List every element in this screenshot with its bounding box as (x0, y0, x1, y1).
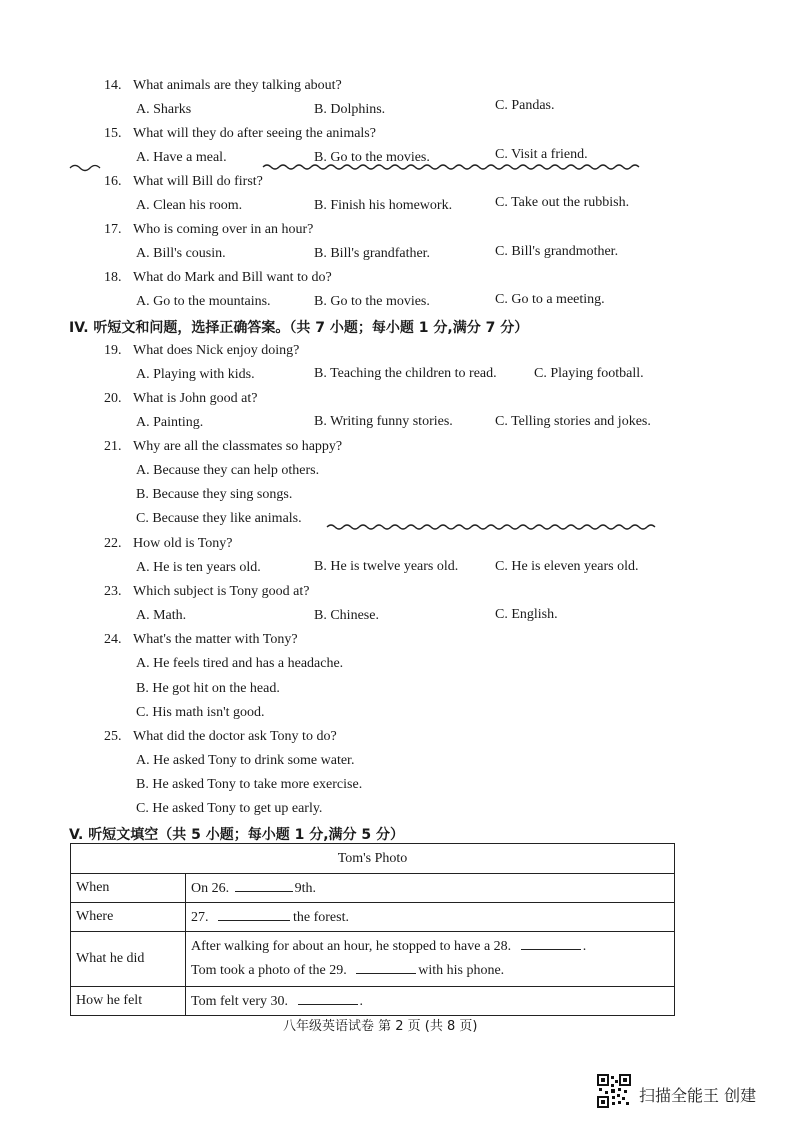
q24-option-c: C. His math isn't good. (136, 705, 265, 720)
when-pre: On 26. (191, 881, 230, 896)
blank-28[interactable] (521, 937, 581, 950)
q15-number: 15. (104, 126, 122, 141)
q22-option-c: C. He is eleven years old. (495, 559, 639, 574)
when-label: When (71, 874, 186, 903)
q16-text: What will Bill do first? (133, 174, 263, 189)
q23-option-b: B. Chinese. (314, 608, 379, 623)
q23-number: 23. (104, 584, 122, 599)
blank-30[interactable] (298, 992, 358, 1005)
q17-option-b: B. Bill's grandfather. (314, 246, 431, 261)
q25-option-b: B. He asked Tony to take more exercise. (136, 777, 363, 792)
q21-text: Why are all the classmates so happy? (133, 439, 343, 454)
when-post: 9th. (294, 881, 317, 896)
qr-code-icon (597, 1074, 631, 1108)
q23-option-c: C. English. (495, 607, 558, 622)
page-footer: 八年级英语试卷 第 2 页 (共 8 页) (283, 1019, 478, 1034)
q14-number: 14. (104, 78, 122, 93)
q15-option-b: B. Go to the movies. (314, 150, 430, 165)
q20-text: What is John good at? (133, 391, 258, 406)
q23-text: Which subject is Tony good at? (133, 584, 310, 599)
did-line2-pre: Tom took a photo of the 29. (191, 963, 347, 978)
q17-option-c: C. Bill's grandmother. (495, 244, 619, 259)
q21-option-b: B. Because they sing songs. (136, 487, 293, 502)
q22-number: 22. (104, 536, 122, 551)
q21-option-c: C. Because they like animals. (136, 511, 302, 526)
q21-number: 21. (104, 439, 122, 454)
q17-text: Who is coming over in an hour? (133, 222, 314, 237)
q25-option-c: C. He asked Tony to get up early. (136, 801, 323, 816)
section-iv-title: IV. 听短文和问题，选择正确答案。（共 7 小题；每小题 1 分,满分 7 分） (69, 320, 529, 336)
q15-option-c: C. Visit a friend. (495, 147, 588, 162)
q19-option-b: B. Teaching the children to read. (314, 366, 497, 381)
did-line1-post: . (582, 939, 587, 954)
blank-27[interactable] (218, 908, 290, 921)
did-line2-post: with his phone. (418, 963, 505, 978)
q14-option-c: C. Pandas. (495, 98, 555, 113)
q20-option-a: A. Painting. (136, 415, 204, 430)
did-cell (186, 932, 675, 987)
q23-option-a: A. Math. (136, 608, 187, 623)
q17-option-a: A. Bill's cousin. (136, 246, 226, 261)
did-line1-pre: After walking for about an hour, he stopped to have a 28. (191, 939, 512, 954)
did-label: What he did (71, 932, 186, 987)
q19-option-c: C. Playing football. (534, 366, 644, 381)
q20-number: 20. (104, 391, 122, 406)
q24-option-b: B. He got hit on the head. (136, 681, 280, 696)
q21-option-a: A. Because they can help others. (136, 463, 320, 478)
q14-option-a: A. Sharks (136, 102, 192, 117)
q16-option-b: B. Finish his homework. (314, 198, 453, 213)
q18-option-b: B. Go to the movies. (314, 294, 430, 309)
blank-26[interactable] (235, 879, 293, 892)
q25-number: 25. (104, 729, 122, 744)
q14-option-b: B. Dolphins. (314, 102, 386, 117)
section-v-title: V. 听短文填空（共 5 小题；每小题 1 分,满分 5 分） (69, 827, 405, 843)
q18-number: 18. (104, 270, 122, 285)
where-post: the forest. (293, 910, 349, 925)
q18-text: What do Mark and Bill want to do? (133, 270, 332, 285)
q19-number: 19. (104, 343, 122, 358)
q20-option-b: B. Writing funny stories. (314, 414, 453, 429)
q19-text: What does Nick enjoy doing? (133, 343, 300, 358)
felt-post: . (359, 994, 363, 1009)
q19-option-a: A. Playing with kids. (136, 367, 255, 382)
felt-cell (186, 987, 675, 1016)
when-cell (186, 874, 675, 903)
where-cell (186, 903, 675, 932)
q14-text: What animals are they talking about? (133, 78, 342, 93)
blank-29[interactable] (356, 961, 416, 974)
handwritten-wavy-underline (68, 160, 678, 174)
answer-table (70, 843, 675, 1016)
q22-text: How old is Tony? (133, 536, 233, 551)
scanner-watermark: 扫描全能王 创建 (639, 1086, 757, 1105)
q16-option-c: C. Take out the rubbish. (495, 195, 630, 210)
q18-option-a: A. Go to the mountains. (136, 294, 271, 309)
q25-text: What did the doctor ask Tony to do? (133, 729, 337, 744)
q16-number: 16. (104, 174, 122, 189)
q20-option-c: C. Telling stories and jokes. (495, 414, 651, 429)
q22-option-a: A. He is ten years old. (136, 560, 261, 575)
q18-option-c: C. Go to a meeting. (495, 292, 605, 307)
q24-number: 24. (104, 632, 122, 647)
q24-text: What's the matter with Tony? (133, 632, 298, 647)
q15-option-a: A. Have a meal. (136, 150, 227, 165)
q17-number: 17. (104, 222, 122, 237)
felt-pre: Tom felt very 30. (191, 994, 288, 1009)
where-label: Where (71, 903, 186, 932)
felt-label: How he felt (71, 987, 186, 1016)
table-title: Tom's Photo (71, 844, 675, 874)
q16-option-a: A. Clean his room. (136, 198, 243, 213)
q25-option-a: A. He asked Tony to drink some water. (136, 753, 355, 768)
handwritten-wavy-underline-2 (325, 521, 665, 533)
q22-option-b: B. He is twelve years old. (314, 559, 459, 574)
q15-text: What will they do after seeing the animals? (133, 126, 376, 141)
q24-option-a: A. He feels tired and has a headache. (136, 656, 344, 671)
where-pre: 27. (191, 910, 209, 925)
